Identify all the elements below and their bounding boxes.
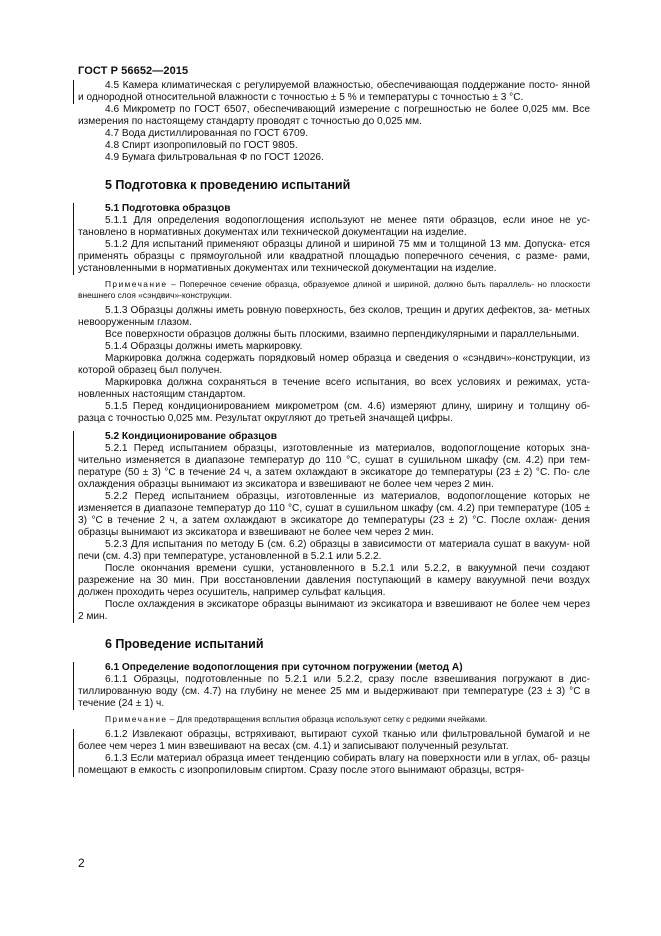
paragraph-4-5: 4.5 Камера климатическая с регулируемой влажностью, обеспечивающая поддержание посто- янной и однородной относительной влажности с точностью ± 5 % и температуры с точностью ± 3 °С. — [78, 80, 590, 103]
paragraph-5-1-3-b: Все поверхности образцов должны быть плоскими, взаимно перпендикулярными и параллельными. — [105, 329, 580, 340]
change-bar-intro — [73, 80, 590, 104]
paragraph-6-1-3: 6.1.3 Если материал образца имеет тенденцию собирать влагу на поверхности или в углах, об- разцы помещают в емкость с изопропиловым спиртом. Сразу после этого вынимают образцы, встря- — [78, 753, 590, 776]
page-number: 2 — [78, 856, 85, 870]
paragraph-4-9: 4.9 Бумага фильтровальная Ф по ГОСТ 12026. — [105, 152, 324, 163]
paragraph-5-1-4: 5.1.4 Образцы должны иметь маркировку. — [105, 341, 303, 352]
change-bar-5-1 — [73, 203, 590, 275]
section-6-title: 6 Проведение испытаний — [105, 637, 264, 651]
paragraph-4-6: 4.6 Микрометр по ГОСТ 6507, обеспечивающий измерение с погрешностью не более 0,025 мм. Все измерения по настоящему стандарту проводят с точностью до 0,025 мм. — [78, 104, 590, 127]
paragraph-5-2-3-c: После охлаждения в эксикаторе образцы вынимают из эксикатора и взвешивают не более чем через 2 мин. — [78, 599, 590, 622]
paragraph-5-1-4-b: Маркировка должна содержать порядковый номер образца и сведения о «сэндвич»-конструкции, из которой образец был получен. — [78, 353, 590, 376]
paragraph-6-1-1: 6.1.1 Образцы, подготовленные по 5.2.1 или 5.2.2, сразу после взвешивания погружают в дис- тиллированную воду (см. 4.7) на глубину не менее 25 мм и выдерживают при температуре (23 ± 3) °С в течение (24 ± 1) ч. — [78, 674, 590, 709]
note-5-1-2 — [78, 279, 590, 301]
change-bar-5-2 — [73, 431, 590, 623]
paragraph-5-1-4-c: Маркировка должна сохраняться в течение всего испытания, во всех условиях и режимах, уста- новленных настоящим стандартом. — [78, 377, 590, 400]
paragraph-5-2-2: 5.2.2 Перед испытанием образцы, изготовленные из материалов, водопоглощение которых не изменяется в диапазоне температур до 110 °С, сушат в сушильном шкафу (см. 4.2) при температуре (105 ± 3) °С в течение 2 ч, а затем охлаждают в эксикаторе до температуры (23 ± 2) °С. После охлаж- дения образцы вынимают из эксикатора и взвешивают не более чем через 2 мин. — [78, 491, 590, 538]
note-label: Примечание — [105, 714, 168, 724]
paragraph-4-8: 4.8 Спирт изопропиловый по ГОСТ 9805. — [105, 140, 298, 151]
document-body — [78, 80, 590, 777]
note-label: Примечание — [105, 279, 168, 289]
document-header: ГОСТ Р 56652—2015 — [78, 65, 189, 77]
subsection-5-2-title: 5.2 Кондиционирование образцов — [105, 431, 277, 442]
paragraph-5-1-3: 5.1.3 Образцы должны иметь ровную поверхность, без сколов, трещин и других дефектов, за- метных невооруженным глазом. — [78, 305, 590, 328]
section-5-title: 5 Подготовка к проведению испытаний — [105, 178, 351, 192]
paragraph-5-2-3: 5.2.3 Для испытания по методу Б (см. 6.2) образцы в зависимости от материала сушат в вакуум- ной печи (см. 4.3) при температуре, установленной в 5.2.1 или 5.2.2. — [78, 539, 590, 562]
paragraph-5-1-5: 5.1.5 Перед кондиционированием микрометром (см. 4.6) измеряют длину, ширину и толщину об- разца с точностью 0,025 мм. Результат округляют до третьей значащей цифры. — [78, 401, 590, 424]
note-text: – Для предотвращения всплытия образца используют сетку с редкими ячейками. — [167, 714, 488, 724]
paragraph-5-2-3-b: После окончания времени сушки, установленного в 5.2.1 или 5.2.2, в вакуумной печи создают разрежение на 30 мин. При восстановлении давления поступающий в камеру вакуумной печи воздух должен проходить через осушитель, например сульфат кальция. — [78, 563, 590, 598]
change-bar-6-1 — [73, 662, 590, 710]
paragraph-5-1-2: 5.1.2 Для испытаний применяют образцы длиной и шириной 75 мм и толщиной 13 мм. Допуска- ется применять образцы с прямоугольной или квадратной площадью поперечного сечения, с разме- рами, установленными в нормативных документах или технической документации на изделие. — [78, 239, 590, 274]
paragraph-6-1-2: 6.1.2 Извлекают образцы, встряхивают, вытирают сухой тканью или фильтровальной бумагой и не более чем через 1 мин взвешивают на весах (см. 4.1) и записывают полученный результат. — [78, 729, 590, 752]
paragraph-5-1-1: 5.1.1 Для определения водопоглощения используют не менее пяти образцов, если иное не ус- тановлено в нормативных документах или технической документации на изделие. — [78, 215, 590, 238]
paragraph-4-7: 4.7 Вода дистиллированная по ГОСТ 6709. — [105, 128, 309, 139]
note-6-1-1 — [78, 714, 590, 725]
subsection-6-1-title: 6.1 Определение водопоглощения при суточном погружении (метод А) — [105, 662, 463, 673]
subsection-5-1-title: 5.1 Подготовка образцов — [105, 203, 231, 214]
note-text: – Поперечное сечение образца, образуемое длиной и шириной, должно быть параллель- но плоскости внешнего слоя «сэндвич»-конструкции. — [78, 279, 590, 300]
paragraph-5-2-1: 5.2.1 Перед испытанием образцы, изготовленные из материалов, водопоглощение которых зна- чительно изменяется в диапазоне температур до 110 °С, сушат в сушильном шкафу (см. 4.2) при тем- пературе (50 ± 3) °С в течение 24 ч, а затем охлаждают в эксикаторе до температуры (23 ± 2) °С. По- сле охлаждения образцы вынимают из эксикатора и взвешивают не более чем через 2 мин. — [78, 443, 590, 490]
change-bar-6-1-2 — [73, 729, 590, 777]
